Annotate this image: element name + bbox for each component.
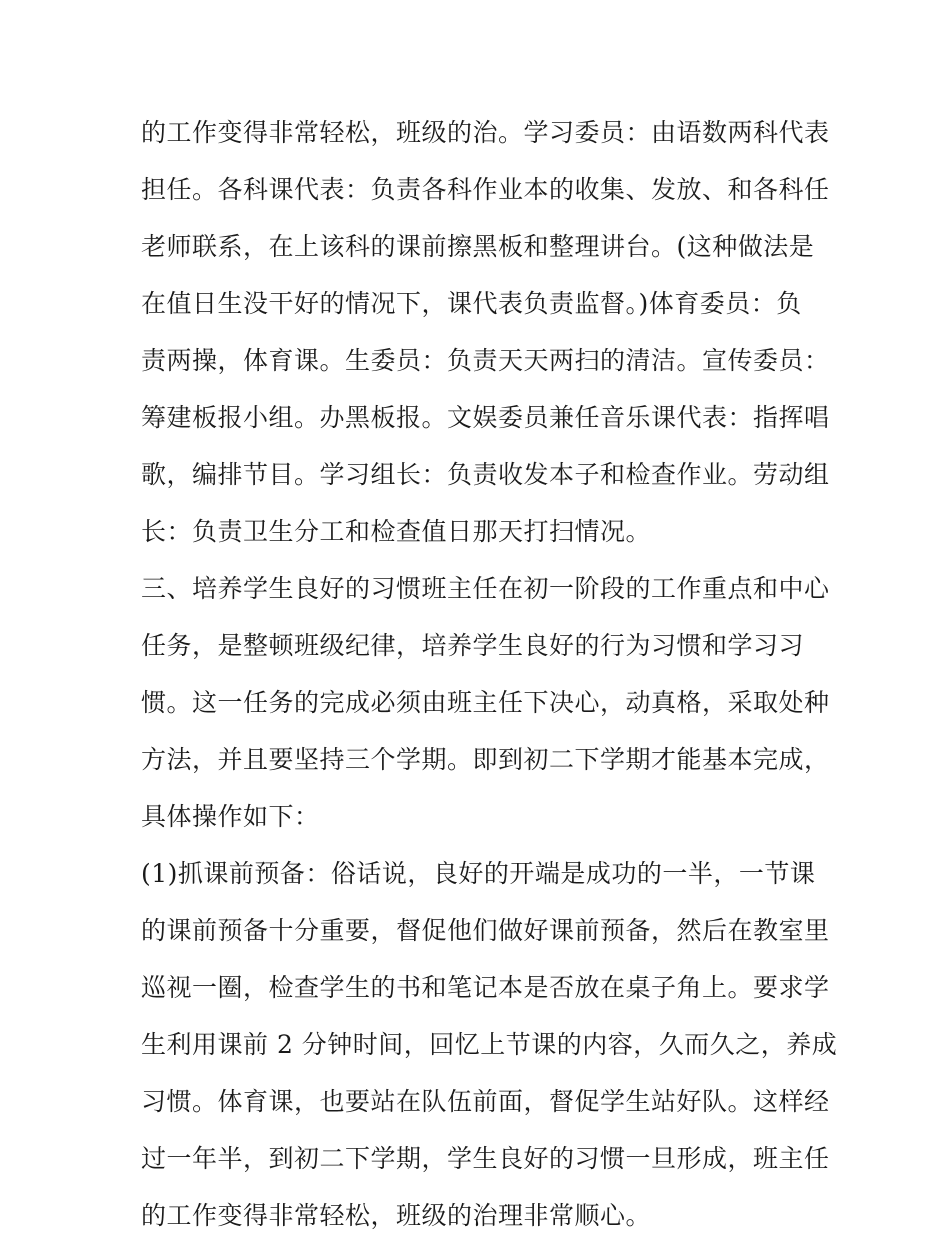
text-line: 巡视一圈，检查学生的书和笔记本是否放在桌子角上。要求学	[141, 973, 830, 1002]
text-line: 惯。这一任务的完成必须由班主任下决心，动真格，采取处种	[141, 688, 830, 717]
text-line: 筹建板报小组。办黑板报。文娱委员兼任音乐课代表：指挥唱	[141, 403, 830, 432]
text-line: 责两操，体育课。生委员：负责天天两扫的清洁。宣传委员：	[141, 346, 830, 375]
text-line: 的工作变得非常轻松，班级的治。学习委员：由语数两科代表	[141, 118, 830, 147]
list-item-line: (1)抓课前预备：俗话说，良好的开端是成功的一半，一节课	[141, 859, 816, 888]
text-line: 的工作变得非常轻松，班级的治理非常顺心。	[141, 1201, 652, 1230]
text-line: 歌，编排节目。学习组长：负责收发本子和检查作业。劳动组	[141, 460, 830, 489]
text-line: 担任。各科课代表：负责各科作业本的收集、发放、和各科任	[141, 175, 830, 204]
section-heading-line: 三、培养学生良好的习惯班主任在初一阶段的工作重点和中心	[141, 574, 830, 603]
text-line: 过一年半，到初二下学期，学生良好的习惯一旦形成，班主任	[141, 1144, 830, 1173]
text-line: 习惯。体育课，也要站在队伍前面，督促学生站好队。这样经	[141, 1087, 830, 1116]
text-line: 长：负责卫生分工和检查值日那天打扫情况。	[141, 517, 652, 546]
text-line: 生利用课前 2 分钟时间，回忆上节课的内容，久而久之，养成	[141, 1030, 838, 1059]
text-line: 在值日生没干好的情况下，课代表负责监督。)体育委员：负	[141, 289, 802, 318]
text-line: 任务，是整顿班级纪律，培养学生良好的行为习惯和学习习	[141, 631, 805, 660]
text-line: 具体操作如下：	[141, 802, 320, 831]
body-text	[141, 104, 838, 1244]
text-line: 老师联系，在上该科的课前擦黑板和整理讲台。(这种做法是	[141, 232, 815, 261]
text-line: 方法，并且要坚持三个学期。即到初二下学期才能基本完成，	[141, 745, 830, 774]
text-line: 的课前预备十分重要，督促他们做好课前预备，然后在教室里	[141, 916, 830, 945]
